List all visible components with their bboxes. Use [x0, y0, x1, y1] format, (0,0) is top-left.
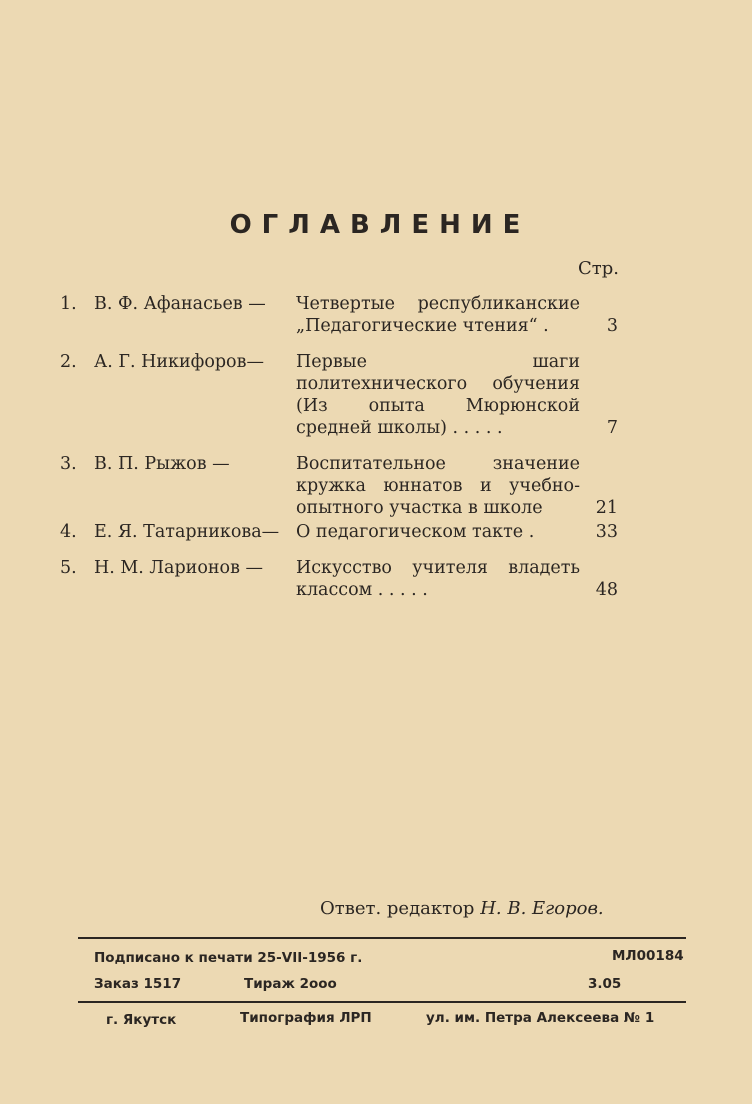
entry-author: В. Ф. Афанасьев — — [94, 294, 266, 314]
table-of-contents — [60, 293, 630, 615]
entry-page: 33 — [595, 522, 618, 542]
divider — [78, 1001, 686, 1003]
toc-entry — [60, 453, 630, 519]
imprint-order: Заказ 1517 — [94, 976, 182, 992]
imprint-code: МЛ00184 — [612, 948, 684, 964]
entry-page: 48 — [595, 580, 618, 600]
page-column-label: Стр. — [578, 258, 619, 279]
entry-number: 1. — [60, 294, 77, 314]
toc-entry — [60, 557, 630, 601]
entry-title: Воспитательное значение кружка юннатов и учебно-опытного участка в школе — [296, 454, 580, 518]
entry-number: 3. — [60, 454, 77, 474]
editor-line — [320, 898, 604, 919]
entry-page: 3 — [606, 316, 618, 336]
entry-title: Четвертые республиканские „Педагогические чтения“ . — [296, 294, 580, 336]
editor-name: Н. В. Егоров. — [480, 898, 604, 919]
imprint-signed: Подписано к печати 25-VII-1956 г. — [94, 950, 363, 966]
entry-author: Е. Я. Татарникова— — [94, 522, 280, 542]
toc-entry — [60, 293, 630, 337]
page-heading: ОГЛАВЛЕНИЕ — [229, 210, 531, 240]
entry-title: Искусство учителя владеть классом . . . . . — [296, 558, 580, 600]
entry-title: О педагогическом такте . — [296, 522, 535, 542]
entry-page: 21 — [595, 498, 618, 518]
imprint-print-run: Тираж 2ооо — [244, 976, 337, 992]
imprint-address: ул. им. Петра Алексеева № 1 — [426, 1010, 655, 1026]
imprint-price: 3.05 — [588, 976, 622, 992]
entry-author: В. П. Рыжов — — [94, 454, 230, 474]
divider — [78, 937, 686, 939]
editor-label: Ответ. редактор — [320, 898, 475, 919]
toc-entry — [60, 351, 630, 439]
entry-author: Н. М. Ларионов — — [94, 558, 263, 578]
entry-number: 4. — [60, 522, 77, 542]
entry-title: Первые шаги политехнического обучения (Из опыта Мюрюнской средней школы) . . . . . — [296, 352, 580, 438]
imprint-press: Типография ЛРП — [240, 1010, 372, 1026]
imprint-city: г. Якутск — [106, 1012, 177, 1028]
entry-number: 2. — [60, 352, 77, 372]
entry-page: 7 — [606, 418, 618, 438]
toc-entry — [60, 521, 630, 543]
entry-number: 5. — [60, 558, 77, 578]
entry-author: А. Г. Никифоров— — [94, 352, 264, 372]
